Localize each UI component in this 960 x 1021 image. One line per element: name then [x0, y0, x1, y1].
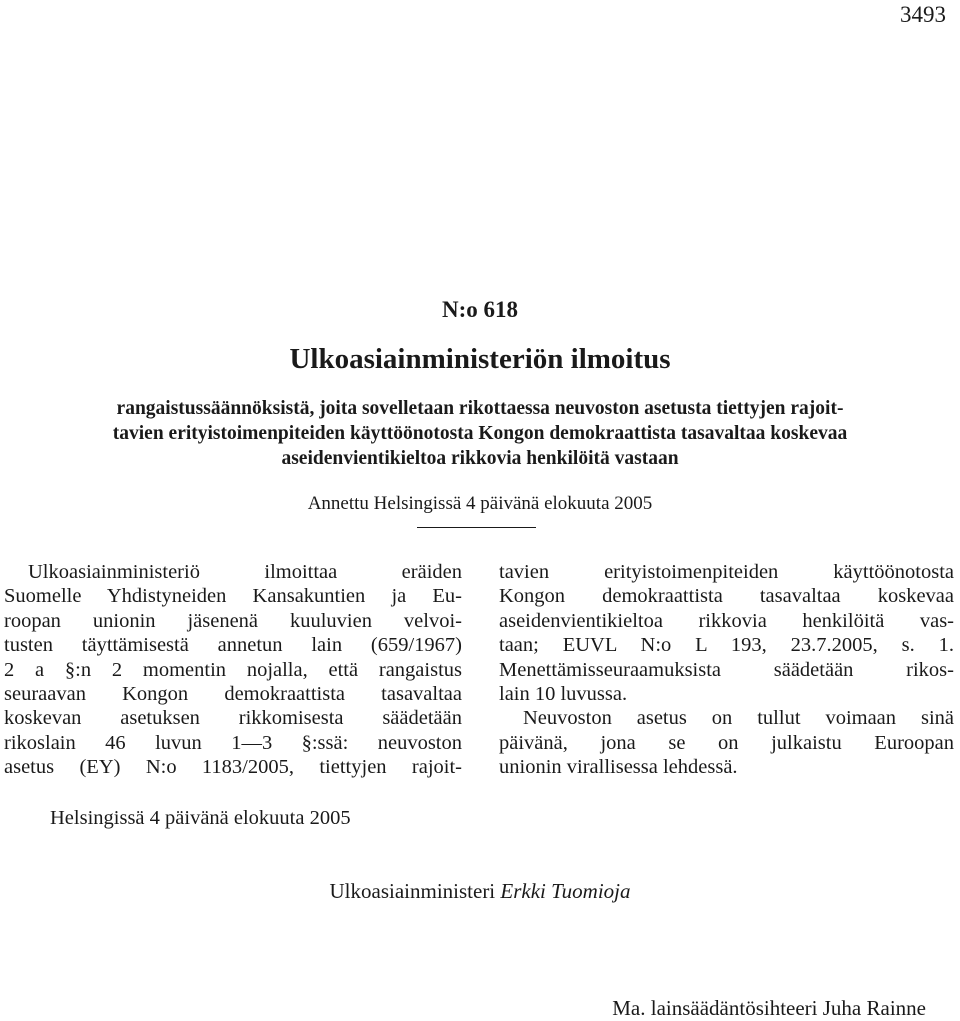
body-line: päivänä, jona se on julkaistu Euroopan: [499, 731, 954, 754]
body-line: taan; EUVL N:o L 193, 23.7.2005, s. 1.: [499, 634, 954, 657]
place-and-date: Helsingissä 4 päivänä elokuuta 2005: [50, 807, 351, 829]
body-right-column: [499, 560, 954, 780]
body-line: lain 10 luvussa.: [499, 682, 628, 705]
issued-date: Annettu Helsingissä 4 päivänä elokuuta 2005: [307, 493, 653, 514]
document-subtitle: [0, 396, 960, 471]
document-number: N:o 618: [441, 297, 519, 322]
body-line: Ulkoasiainministeriö ilmoittaa eräiden: [28, 561, 462, 583]
body-line: Menettämisseuraamuksista säädetään rikos-: [499, 658, 954, 681]
body-line: Neuvoston asetus on tullut voimaan sinä: [523, 707, 954, 730]
body-line: seuraavan Kongon demokraattista tasavaltaa: [4, 682, 462, 705]
body-line: Kongon demokraattista tasavaltaa koskevaa: [499, 585, 954, 608]
body-left-column: [4, 560, 462, 780]
signatory: [0, 879, 960, 904]
divider: [417, 527, 536, 528]
subtitle-line: tavien erityistoimenpiteiden käyttöönotosta Kongon demokraattista tasavaltaa koskevaa: [112, 423, 848, 444]
subtitle-line: aseidenvientikieltoa rikkovia henkilöitä vastaan: [281, 448, 679, 469]
body-line: roopan unionin jäsenenä kuuluvien velvoi-: [4, 609, 462, 632]
document-title: Ulkoasiainministeriön ilmoitus: [289, 343, 671, 375]
body-line: tavien erityistoimenpiteiden käyttöönotosta: [499, 561, 954, 583]
subtitle-line: rangaistussäännöksistä, joita sovelletaan rikottaessa neuvoston asetusta tiettyjen rajoit-: [116, 398, 844, 419]
secretary-signature: Ma. lainsäädäntösihteeri Juha Rainne: [612, 996, 926, 1020]
body-line: 2 a §:n 2 momentin nojalla, että rangaistus: [4, 658, 462, 681]
body-line: unionin virallisessa lehdessä.: [499, 756, 738, 779]
signatory-name: Erkki Tuomioja: [500, 879, 631, 903]
body-line: rikoslain 46 luvun 1—3 §:ssä: neuvoston: [4, 731, 462, 754]
body-line: aseidenvientikieltoa rikkovia henkilöitä vas-: [499, 609, 954, 632]
body-line: Suomelle Yhdistyneiden Kansakuntien ja Eu-: [4, 585, 462, 608]
body-line: koskevan asetuksen rikkomisesta säädetään: [4, 707, 462, 730]
body-line: tusten täyttämisestä annetun lain (659/1967): [4, 634, 462, 657]
body-line: asetus (EY) N:o 1183/2005, tiettyjen rajoit-: [4, 756, 462, 779]
page-number: 3493: [900, 2, 946, 27]
signatory-title: Ulkoasiainministeri: [329, 879, 496, 903]
